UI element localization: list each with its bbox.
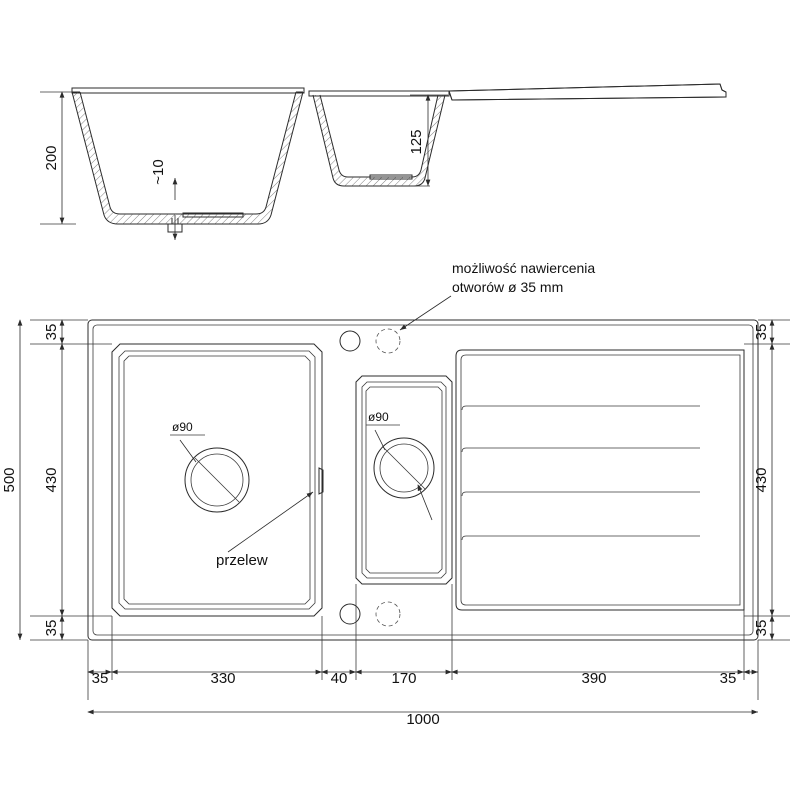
label-przelew: przelew [216, 552, 268, 569]
dim-left-margin: 35 [91, 670, 109, 687]
note-line-2: otworów ø 35 mm [452, 279, 564, 295]
note-line-1: możliwość nawiercenia [452, 260, 596, 276]
dim-overall-width: 1000 [406, 711, 440, 728]
label-drain-main: ø90 [172, 420, 193, 434]
dim-right-top-margin: 35 [753, 323, 770, 341]
plan-view-group [1, 260, 790, 728]
dim-depth-main-bowl: 200 [43, 145, 60, 171]
dim-main-bowl-width: 330 [210, 670, 236, 687]
dim-gap-between-bowls: 40 [330, 670, 348, 687]
dim-right-bottom-margin: 35 [753, 619, 770, 637]
dim-right-bowl-height: 430 [753, 467, 770, 493]
label-drain-small: ø90 [368, 410, 389, 424]
dim-material-thickness: ~10 [150, 159, 167, 185]
dim-left-top-margin: 35 [43, 323, 60, 341]
dim-left-bowl-height: 430 [43, 467, 60, 493]
dim-left-bottom-margin: 35 [43, 619, 60, 637]
dim-overall-height: 500 [1, 467, 18, 493]
dim-drainer-width: 390 [581, 670, 607, 687]
dim-depth-small-bowl: 125 [408, 129, 425, 155]
section-view-group [40, 84, 726, 240]
dim-right-margin: 35 [719, 670, 737, 687]
dim-small-bowl-width: 170 [391, 670, 417, 687]
